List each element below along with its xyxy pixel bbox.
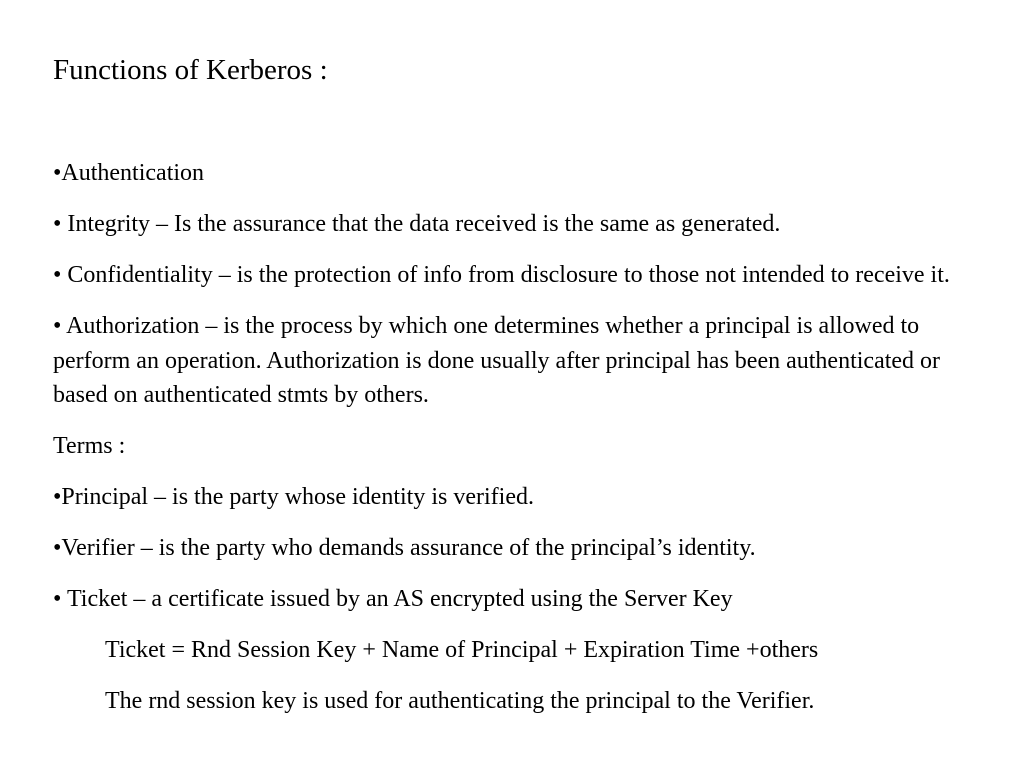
terms-heading: Terms :	[53, 433, 126, 459]
bullet-principal: •Principal – is the party whose identity is verified.	[53, 484, 534, 510]
bullet-integrity: • Integrity – Is the assurance that the data received is the same as generated.	[53, 211, 781, 237]
bullet-confidentiality: • Confidentiality – is the protection of info from disclosure to those not intended to receive it.	[53, 262, 950, 288]
slide-title: Functions of Kerberos :	[53, 54, 328, 86]
bullet-authorization: • Authorization – is the process by which one determines whether a principal is allowed to perform an operation. Authorization is done usually after principal has been authenticated or based on authenticated stmts by others.	[53, 313, 941, 408]
slide-body	[53, 156, 993, 735]
ticket-formula: Ticket = Rnd Session Key + Name of Principal + Expiration Time +others	[105, 637, 819, 663]
session-key-note: The rnd session key is used for authenticating the principal to the Verifier.	[105, 688, 815, 714]
bullet-verifier: •Verifier – is the party who demands assurance of the principal’s identity.	[53, 535, 756, 561]
bullet-authentication: •Authentication	[53, 160, 205, 186]
bullet-ticket: • Ticket – a certificate issued by an AS encrypted using the Server Key	[53, 586, 733, 612]
